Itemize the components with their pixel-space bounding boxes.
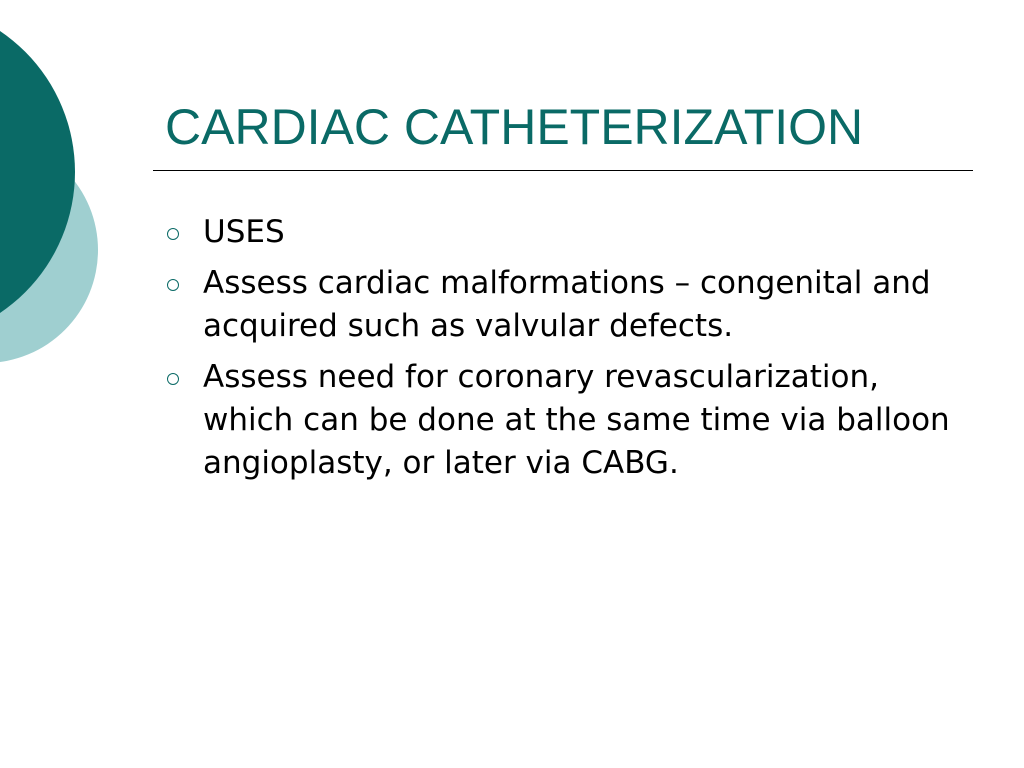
hollow-circle-bullet-icon [167,279,179,291]
bullet-item [165,356,970,485]
bullet-item [165,211,970,254]
slide-title: CARDIAC CATHETERIZATION [165,99,864,155]
bullet-list [165,211,970,493]
title-divider [153,170,973,171]
bullet-text: Assess cardiac malformations – congenital and acquired such as valvular defects. [203,265,931,344]
hollow-circle-bullet-icon [167,228,179,240]
bullet-text: Assess need for coronary revascularization, which can be done at the same time via balloon angioplasty, or later via CABG. [203,359,950,481]
bullet-text: USES [203,214,285,250]
bullet-item [165,262,970,348]
decorative-circles [0,0,120,420]
hollow-circle-bullet-icon [167,373,179,385]
